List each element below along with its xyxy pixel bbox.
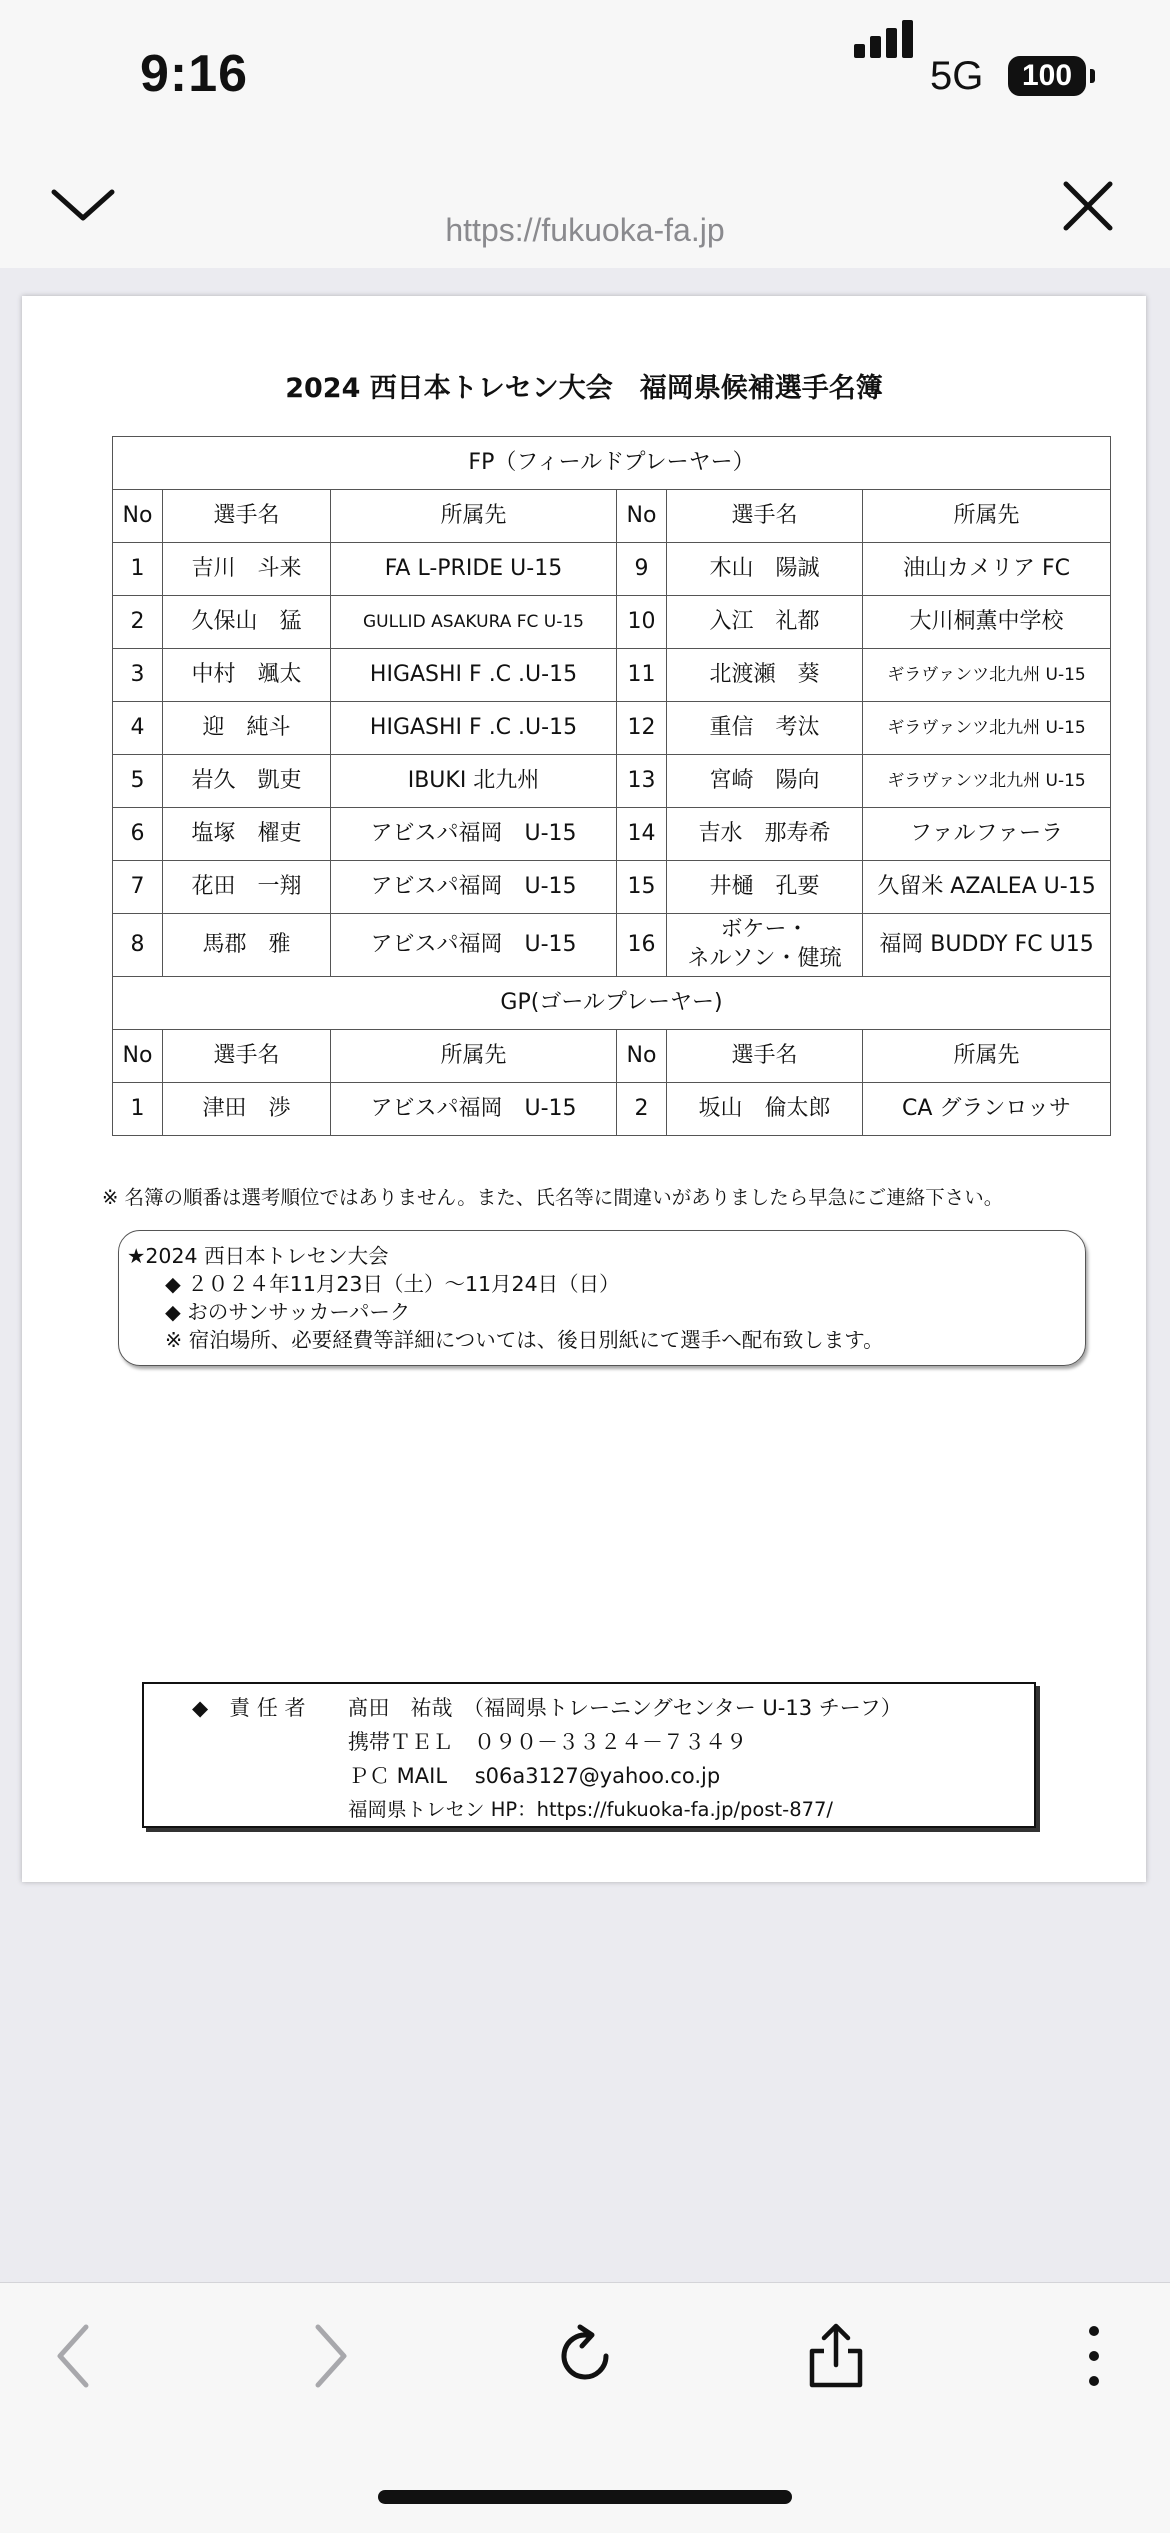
player-name: 坂山 倫太郎 [667, 1083, 863, 1136]
header-club: 所属先 [863, 490, 1111, 543]
header-club: 所属先 [331, 1030, 617, 1083]
fp-section-row [113, 437, 1111, 490]
player-name: 入江 礼都 [667, 596, 863, 649]
player-name [667, 914, 863, 977]
close-icon[interactable] [1060, 178, 1116, 234]
player-club: IBUKI 北九州 [331, 755, 617, 808]
player-no: 3 [113, 649, 163, 702]
player-club: アビスパ福岡 U-15 [331, 861, 617, 914]
roster-table [112, 436, 1111, 1136]
player-no: 10 [617, 596, 667, 649]
status-time: 9:16 [140, 45, 249, 103]
contact-hp: 福岡県トレセン HP：https://fukuoka-fa.jp/post-877/ [348, 1798, 833, 1821]
player-club: ファルファーラ [863, 808, 1111, 861]
header-name: 選手名 [163, 1030, 331, 1083]
event-title: ★2024 西日本トレセン大会 [127, 1244, 389, 1268]
player-club: HIGASHI F .C .U-15 [331, 649, 617, 702]
player-no: 14 [617, 808, 667, 861]
player-no: 2 [617, 1083, 667, 1136]
contact-mail: ＰＣ MAIL s06a3127@yahoo.co.jp [348, 1764, 721, 1788]
roster-note: ※ 名簿の順番は選考順位ではありません。また、氏名等に間違いがありましたら早急にご連絡下さい。 [102, 1186, 1004, 1209]
player-name: 迎 純斗 [163, 702, 331, 755]
player-no: 8 [113, 914, 163, 977]
player-name: 津田 渉 [163, 1083, 331, 1136]
player-no: 16 [617, 914, 667, 977]
contact-tel: 携帯ＴＥＬ ０９０－３３２４－７３４９ [348, 1730, 747, 1754]
player-no: 7 [113, 861, 163, 914]
player-name: 井樋 孔要 [667, 861, 863, 914]
player-name: 久保山 猛 [163, 596, 331, 649]
fp-header-row [113, 490, 1111, 543]
player-no: 2 [113, 596, 163, 649]
url-label[interactable]: https://fukuoka-fa.jp [445, 212, 725, 248]
table-row [113, 543, 1111, 596]
gp-section-row [113, 977, 1111, 1030]
table-row [113, 808, 1111, 861]
player-no: 4 [113, 702, 163, 755]
player-name: 花田 一翔 [163, 861, 331, 914]
header-club: 所属先 [331, 490, 617, 543]
more-icon[interactable] [1082, 2321, 1106, 2391]
battery-icon: 100 [1008, 56, 1086, 96]
player-club: 久留米 AZALEA U-15 [863, 861, 1111, 914]
player-name: 吉川 斗来 [163, 543, 331, 596]
player-no: 6 [113, 808, 163, 861]
player-club: ギラヴァンツ北九州 U-15 [863, 649, 1111, 702]
gp-section-title: GP(ゴールプレーヤー) [113, 977, 1111, 1030]
network-type: 5G [930, 54, 984, 98]
browser-header [0, 0, 1170, 268]
reload-icon[interactable] [550, 2321, 620, 2391]
header-club: 所属先 [863, 1030, 1111, 1083]
player-name: 北渡瀬 葵 [667, 649, 863, 702]
share-icon[interactable] [804, 2321, 868, 2391]
back-icon[interactable] [50, 2321, 100, 2391]
pdf-page[interactable] [22, 296, 1146, 1882]
player-club: アビスパ福岡 U-15 [331, 808, 617, 861]
player-club: HIGASHI F .C .U-15 [331, 702, 617, 755]
header-no: No [113, 1030, 163, 1083]
player-no: 1 [113, 1083, 163, 1136]
table-row [113, 702, 1111, 755]
player-name-line1: ボケー・ [720, 917, 809, 943]
header-no: No [113, 490, 163, 543]
home-indicator[interactable] [378, 2490, 792, 2504]
table-row [113, 1083, 1111, 1136]
event-venue: ◆ おのサンサッカーパーク [165, 1300, 411, 1324]
player-name: 木山 陽誠 [667, 543, 863, 596]
document-title: 2024 西日本トレセン大会 福岡県候補選手名簿 [285, 373, 883, 404]
player-name: 中村 颯太 [163, 649, 331, 702]
forward-icon[interactable] [304, 2321, 354, 2391]
player-no: 13 [617, 755, 667, 808]
fp-section-title: FP（フィールドプレーヤー） [113, 437, 1111, 490]
player-club: FA L-PRIDE U-15 [331, 543, 617, 596]
header-name: 選手名 [163, 490, 331, 543]
contact-box [142, 1682, 1036, 1828]
event-info-box [118, 1230, 1086, 1366]
table-row [113, 914, 1111, 977]
player-club: アビスパ福岡 U-15 [331, 914, 617, 977]
player-club: CA グランロッサ [863, 1083, 1111, 1136]
header-name: 選手名 [667, 490, 863, 543]
player-no: 1 [113, 543, 163, 596]
player-no: 15 [617, 861, 667, 914]
header-name: 選手名 [667, 1030, 863, 1083]
player-club: アビスパ福岡 U-15 [331, 1083, 617, 1136]
player-club: 油山カメリア FC [863, 543, 1111, 596]
player-name: 塩塚 櫂吏 [163, 808, 331, 861]
table-row [113, 596, 1111, 649]
player-name: 宮崎 陽向 [667, 755, 863, 808]
player-name: 重信 考汰 [667, 702, 863, 755]
battery-tip [1090, 69, 1095, 83]
player-name: 岩久 凱吏 [163, 755, 331, 808]
player-club: 福岡 BUDDY FC U15 [863, 914, 1111, 977]
player-club: ギラヴァンツ北九州 U-15 [863, 702, 1111, 755]
player-no: 11 [617, 649, 667, 702]
player-name: 馬郡 雅 [163, 914, 331, 977]
player-no: 9 [617, 543, 667, 596]
table-row [113, 755, 1111, 808]
event-date: ◆ ２０２４年11月23日（土）～11月24日（日） [165, 1272, 620, 1296]
player-name: 吉水 那寿希 [667, 808, 863, 861]
header-no: No [617, 490, 667, 543]
contact-manager: ◆ 責 任 者 髙田 祐哉 （福岡県トレーニングセンター U-13 チーフ） [192, 1696, 902, 1720]
player-no: 12 [617, 702, 667, 755]
gp-header-row [113, 1030, 1111, 1083]
player-name-line2: ネルソン・健琉 [687, 946, 842, 971]
player-no: 5 [113, 755, 163, 808]
table-row [113, 649, 1111, 702]
event-remark: ※ 宿泊場所、必要経費等詳細については、後日別紙にて選手へ配布致します。 [165, 1328, 884, 1352]
table-row [113, 861, 1111, 914]
player-club: GULLID ASAKURA FC U-15 [331, 596, 617, 649]
player-club: 大川桐薫中学校 [863, 596, 1111, 649]
player-club: ギラヴァンツ北九州 U-15 [863, 755, 1111, 808]
header-no: No [617, 1030, 667, 1083]
